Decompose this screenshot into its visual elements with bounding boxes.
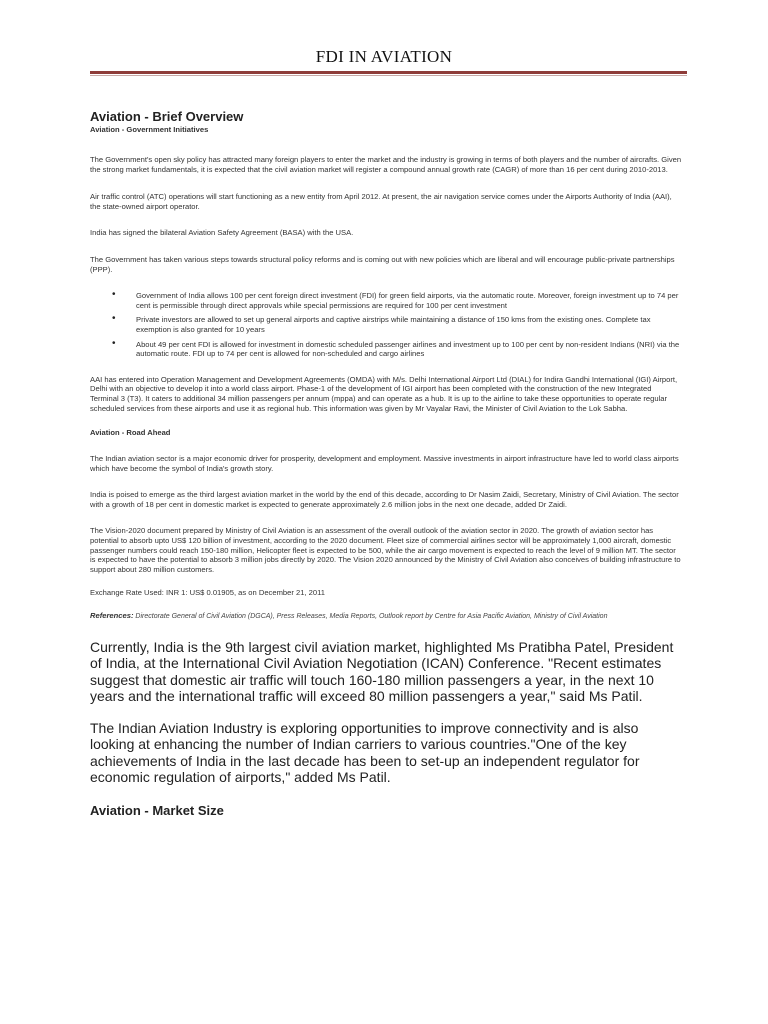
spacer	[90, 413, 682, 427]
fdi-bullet-list	[90, 291, 682, 359]
document-title: FDI IN AVIATION	[315, 47, 453, 66]
spacer	[90, 786, 682, 803]
paragraph-ninth-largest: Currently, India is the 9th largest civil aviation market, highlighted Ms Pratibha Patel, President of India, at the International Civil Aviation Negotiation (ICAN) Conference. "Recent estimates suggest that domestic air traffic will touch 160-180 million passengers a year, in the next 10 years and the international traffic will exceed 80 million passengers a year," said Ms Patil.	[90, 638, 674, 705]
spacer	[90, 473, 682, 490]
references-text: Directorate General of Civil Aviation (DGCA), Press Releases, Media Reports, Outlook report by Centre for Asia Pacific Aviation, Ministry of Civil Aviation	[133, 613, 608, 621]
spacer	[90, 574, 682, 588]
paragraph-omda: AAI has entered into Operation Management and Development Agreements (OMDA) with M/s. Delhi International Airport Ltd (DIAL) for Indira Gandhi International (IGI) Airport, Delhi with an objective to develop it into a world class airport. Phase-1 of the development of IGI airport has been completed with the construction of the new Integrated Terminal 3 (T3). It caters to additional 34 million passengers per annum (mppa) and can operate as a hub. It is up to the airline to take these opportunities to operate regular scheduled services from these airports and use it as regional hub. This information was given by Mr Vayalar Ravi, the Minister of Civil Aviation to the Lok Sabha.	[90, 374, 678, 413]
spacer	[90, 134, 682, 155]
spacer	[90, 211, 682, 228]
exchange-rate-note: Exchange Rate Used: INR 1: US$ 0.01905, as on December 21, 2011	[90, 588, 325, 598]
market-size-heading: Aviation - Market Size	[90, 802, 224, 818]
spacer	[90, 238, 682, 255]
paragraph-economic-driver: The Indian aviation sector is a major economic driver for prosperity, development and employment. Massive investments in airport infrastructure have led to world class airports which have become the symbol of India's growth story.	[90, 454, 679, 473]
spacer	[90, 274, 682, 291]
paragraph-vision-2020: The Vision-2020 document prepared by Ministry of Civil Aviation is an assessment of the overall outlook of the aviation sector in 2020. The growth of aviation sector has potential to absorb upto US$ 120 billion of investment, according to the 2020 document. Fleet size of commercial airlines sector will be approximately 1,000 aircraft, domestic passenger numbers could reach 150-180 million, Helicopter fleet is expected to be 500, while the air cargo movement is expected to reach the level of 9 million MT. The sector is expected to have the potential to absorb 3 million jobs directly by 2020. The Vision 2020 announced by the Ministry of Civil Aviation also conceives of building infrastructure to support about 280 million customers.	[90, 526, 681, 574]
spacer	[90, 364, 682, 375]
paragraph-atc: Air traffic control (ATC) operations will start functioning as a new entity from April 2012. At present, the air navigation service comes under the Airports Authority of India (AAI), the state-owned airport operator.	[90, 192, 672, 211]
references-label: References:	[90, 611, 134, 621]
paragraph-basa: India has signed the bilateral Aviation Safety Agreement (BASA) with the USA.	[90, 228, 354, 238]
road-ahead-subheading: Aviation - Road Ahead	[90, 428, 171, 438]
list-item: • Government of India allows 100 per cent foreign direct investment (FDI) for green field airports, via the automatic route. Moreover, foreign investment up to 74 per cent is permissible through direct approvals while special permissions are required for 100 per cent investment	[90, 291, 682, 310]
paragraph-connectivity: The Indian Aviation Industry is exploring opportunities to improve connectivity and is also looking at enhancing the number of Indian carriers to various countries."One of the key achievements of India in the last decade has been to set-up an independent regulator for economic regulation of airports," added Ms Patil.	[90, 719, 640, 786]
spacer	[90, 705, 682, 720]
list-item: • Private investors are allowed to set up general airports and captive airstrips while maintaining a distance of 150 kms from the existing ones. Complete tax exemption is also granted for 10 years	[90, 315, 682, 334]
spacer	[90, 622, 682, 639]
government-initiatives-subheading: Aviation - Government Initiatives	[90, 125, 209, 134]
title-rule	[90, 71, 687, 74]
paragraph-third-largest: India is poised to emerge as the third largest aviation market in the world by the end of this decade, according to Dr Nasim Zaidi, Secretary, Ministry of Civil Aviation. The sector with a growth of 18 per cent in domestic market is expected to generate approximately 2.6 million jobs in the next one decade, added Dr Zaidi.	[90, 490, 679, 509]
spacer	[90, 598, 682, 612]
list-item: • About 49 per cent FDI is allowed for investment in domestic scheduled passenger airlines and investment up to 100 per cent by non-resident Indians (NRI) via the automatic route. FDI up to 74 per cent is allowed for non-scheduled and cargo airlines	[90, 340, 682, 359]
paragraph-policy-reforms: The Government has taken various steps towards structural policy reforms and is coming out with new policies which are liberal and will encourage public-private partnerships (PPP).	[90, 254, 675, 274]
spacer	[90, 174, 682, 192]
overview-heading: Aviation - Brief Overview	[90, 109, 244, 124]
paragraph-open-sky: The Government's open sky policy has attracted many foreign players to enter the market and the industry is growing in terms of both players and the number of aircrafts. Given the strong market fundamentals, it is expected that the civil aviation market will register a compound annual growth rate (CAGR) of more than 16 per cent during 2010-2013.	[90, 155, 682, 174]
title-rule-thin	[90, 75, 687, 76]
references	[90, 612, 682, 622]
spacer	[90, 437, 682, 454]
document-body	[90, 109, 682, 818]
spacer	[90, 509, 682, 526]
